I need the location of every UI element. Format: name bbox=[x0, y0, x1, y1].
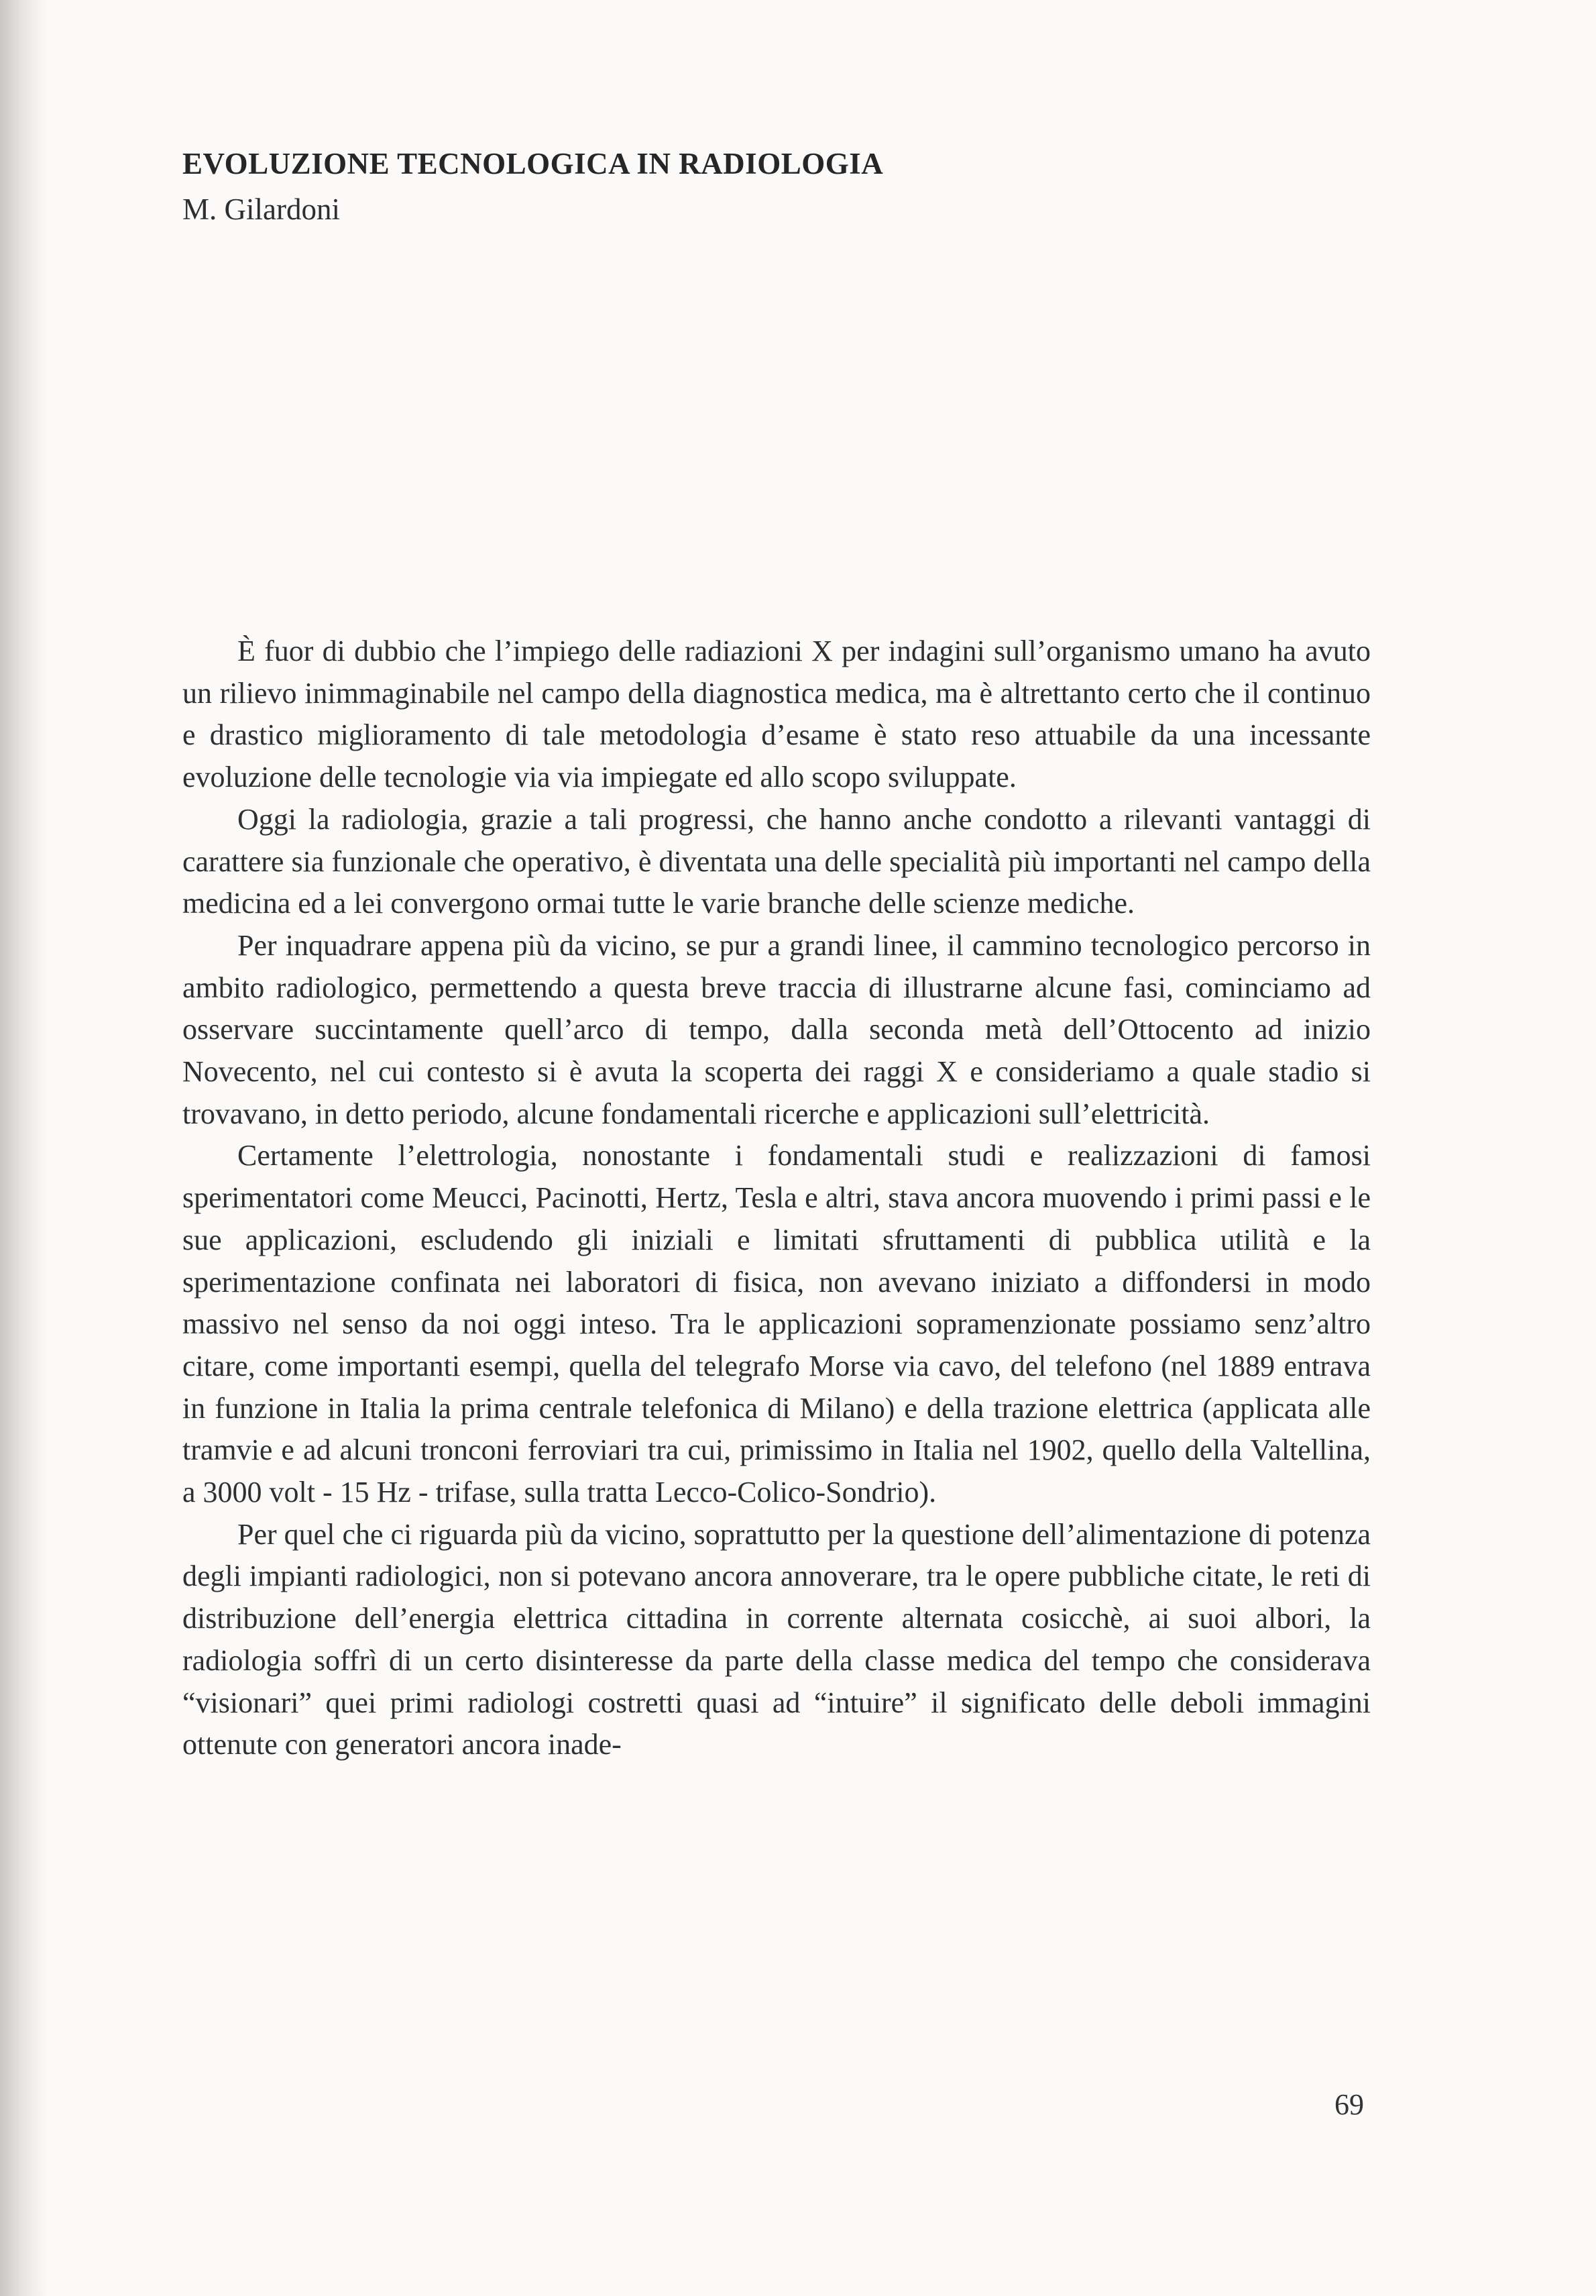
paragraph: È fuor di dubbio che l’impiego delle radiazioni X per indagini sull’organismo umano ha avuto un rilievo inimmaginabile nel campo della diagnostica medica, ma è altrettanto certo che il continuo e drastico miglioramento di tale metodologia d’esame è stato reso attuabile da una incessante evoluzione delle tecnologie via via impiegate ed allo scopo sviluppate. bbox=[182, 635, 1371, 794]
paragraph: Per quel che ci riguarda più da vicino, soprattutto per la questione dell’alimentazione di potenza degli impianti radiologici, non si potevano ancora annoverare, tra le opere pubbliche citate, le reti di distribuzione dell’energia elettrica cittadina in corrente alternata cosicchè, ai suoi albori, la radiologia soffrì di un certo disinteresse da parte della classe medica del tempo che considerava “visionari” quei primi radiologi costretti quasi ad “intuire” il significato delle deboli immagini ottenute con generatori ancora inade- bbox=[182, 1517, 1371, 1761]
paragraph: Certamente l’elettrologia, nonostante i fondamentali studi e realizzazioni di famosi sperimentatori come Meucci, Pacinotti, Hertz, Tesla e altri, stava ancora muovendo i primi passi e le sue applicazioni, escludendo gli iniziali e limitati sfruttamenti di pubblica utilità e la sperimentazione confinata nei laboratori di fisica, non avevano iniziato a diffondersi in modo massivo nel senso da noi oggi inteso. Tra le applicazioni sopramenzionate possiamo senz’altro citare, come importanti esempi, quella del telegrafo Morse via cavo, del telefono (nel 1889 entrava in funzione in Italia la prima centrale telefonica di Milano) e della trazione elettrica (applicata alle tramvie e ad alcuni tronconi ferroviari tra cui, primissimo in Italia nel 1902, quello della Valtellina, a 3000 volt - 15 Hz - trifase, sulla tratta Lecco-Colico-Sondrio). bbox=[182, 1139, 1371, 1509]
page-spine-shadow bbox=[0, 0, 47, 2296]
paragraph: Oggi la radiologia, grazie a tali progressi, che hanno anche condotto a rilevanti vantaggi di carattere sia funzionale che operativo, è diventata una delle specialità più importanti nel campo della medicina ed a lei convergono ormai tutte le varie branche delle scienze mediche. bbox=[182, 802, 1371, 920]
paragraph: Per inquadrare appena più da vicino, se pur a grandi linee, il cammino tecnologico percorso in ambito radiologico, permettendo a questa breve traccia di illustrarne alcune fasi, cominciamo ad osservare succintamente quell’arco di tempo, dalla seconda metà dell’Ottocento ad inizio Novecento, nel cui contesto si è avuta la scoperta dei raggi X e consideriamo a quale stadio si trovavano, in detto periodo, alcune fondamentali ricerche e applicazioni sull’elettricità. bbox=[182, 928, 1371, 1130]
article-author: M. Gilardoni bbox=[182, 193, 340, 226]
article-body bbox=[182, 631, 1371, 1766]
article-title: EVOLUZIONE TECNOLOGICA IN RADIOLOGIA bbox=[182, 147, 884, 180]
page-number: 69 bbox=[1334, 2088, 1364, 2121]
